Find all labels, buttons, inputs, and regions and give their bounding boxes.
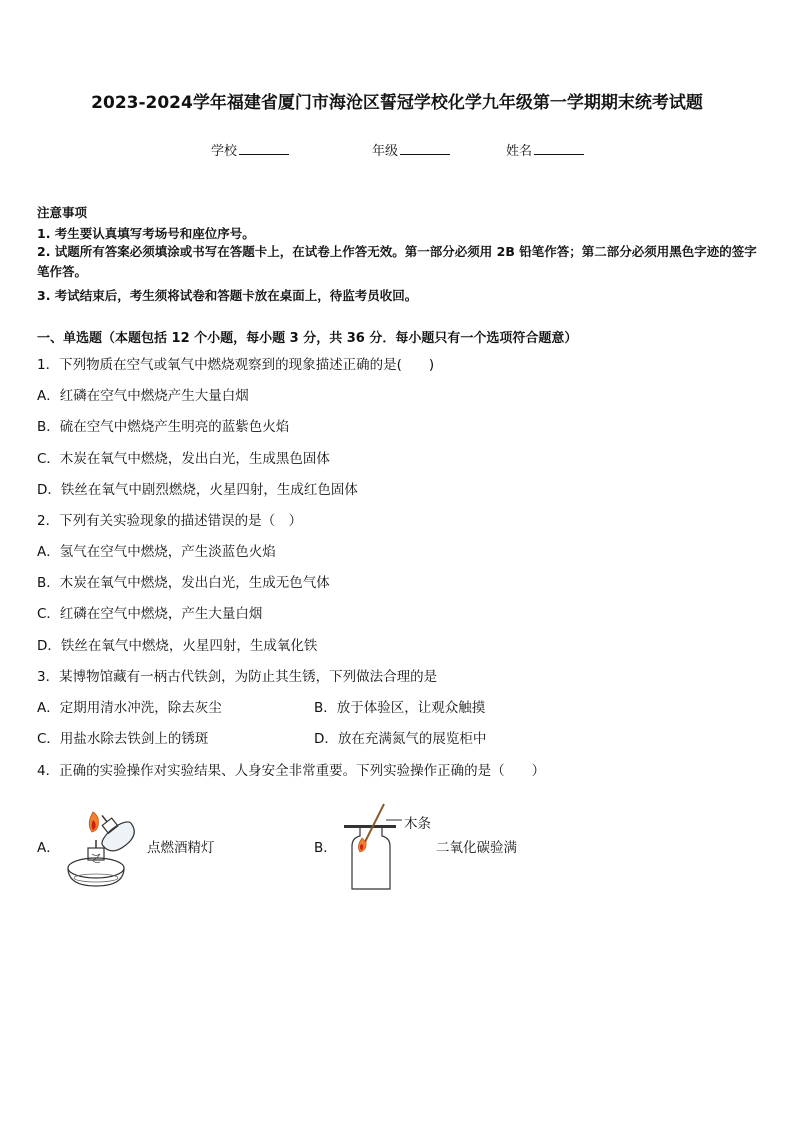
notice-item-1: 1. 考生要认真填写考场号和座位序号。 [37,226,255,241]
question-1-option-a[interactable]: A．红磷在空气中燃烧产生大量白烟 [37,388,249,404]
name-field[interactable] [506,140,584,159]
school-blank[interactable] [239,142,289,155]
question-1-option-c[interactable]: C．木炭在氧气中燃烧，发出白光，生成黑色固体 [37,451,330,467]
question-1-stem: 1．下列物质在空气或氧气中燃烧观察到的现象描述正确的是( ) [37,357,435,373]
question-3-option-c[interactable]: C．用盐水除去铁剑上的锈斑 [37,731,209,747]
page-title: 2023-2024学年福建省厦门市海沧区誓冠学校化学九年级第一学期期末统考试题 [91,93,703,113]
question-3-option-a[interactable]: A．定期用清水冲洗，除去灰尘 [37,700,222,716]
stick-label-line [386,818,404,822]
question-3-option-d[interactable]: D．放在充满氮气的展览柜中 [314,731,487,747]
grade-blank[interactable] [400,142,450,155]
name-blank[interactable] [534,142,584,155]
question-3-stem: 3．某博物馆藏有一柄古代铁剑，为防止其生锈，下列做法合理的是 [37,669,438,685]
notice-item-2: 2. 试题所有答案必须填涂或书写在答题卡上，在试卷上作答无效。第一部分必须用 2B 铅笔作答；第二部分必须用黑色字迹的签字笔作答。 [37,244,757,279]
grade-label: 年级 [372,144,399,159]
question-4-stem: 4．正确的实验操作对实验结果、人身安全非常重要。下列实验操作正确的是（ ） [37,763,546,779]
question-2-option-d[interactable]: D．铁丝在氧气中燃烧，火星四射，生成氧化铁 [37,638,318,654]
school-field[interactable] [211,140,289,159]
question-4-option-b-caption: 二氧化碳验满 [436,840,517,856]
question-1-option-d[interactable]: D．铁丝在氧气中剧烈燃烧，火星四射，生成红色固体 [37,482,358,498]
notice-item-3: 3. 考试结束后，考生须将试卷和答题卡放在桌面上，待监考员收回。 [37,288,418,303]
question-4-option-a-letter[interactable]: A． [37,840,60,856]
question-2-option-a[interactable]: A．氢气在空气中燃烧，产生淡蓝色火焰 [37,544,276,560]
question-2-stem: 2．下列有关实验现象的描述错误的是（ ） [37,513,303,529]
question-2-option-b[interactable]: B．木炭在氧气中燃烧，发出白光，生成无色气体 [37,575,330,591]
stick-label: 木条 [404,816,431,832]
name-label: 姓名 [506,144,533,159]
notice-heading: 注意事项 [37,205,88,220]
gas-bottle-illustration [340,800,400,892]
grade-field[interactable] [372,140,450,159]
question-2-option-c[interactable]: C．红磷在空气中燃烧，产生大量白烟 [37,606,263,622]
alcohol-lamp-illustration [62,804,146,892]
school-label: 学校 [211,144,238,159]
question-4-option-a-caption: 点燃酒精灯 [147,840,215,856]
section-heading: 一、单选题（本题包括 12 个小题，每小题 3 分，共 36 分．每小题只有一个选项符合题意） [37,331,578,346]
question-4-option-b-letter[interactable]: B． [314,840,337,856]
question-1-option-b[interactable]: B．硫在空气中燃烧产生明亮的蓝紫色火焰 [37,419,290,435]
question-3-option-b[interactable]: B．放于体验区，让观众触摸 [314,700,486,716]
